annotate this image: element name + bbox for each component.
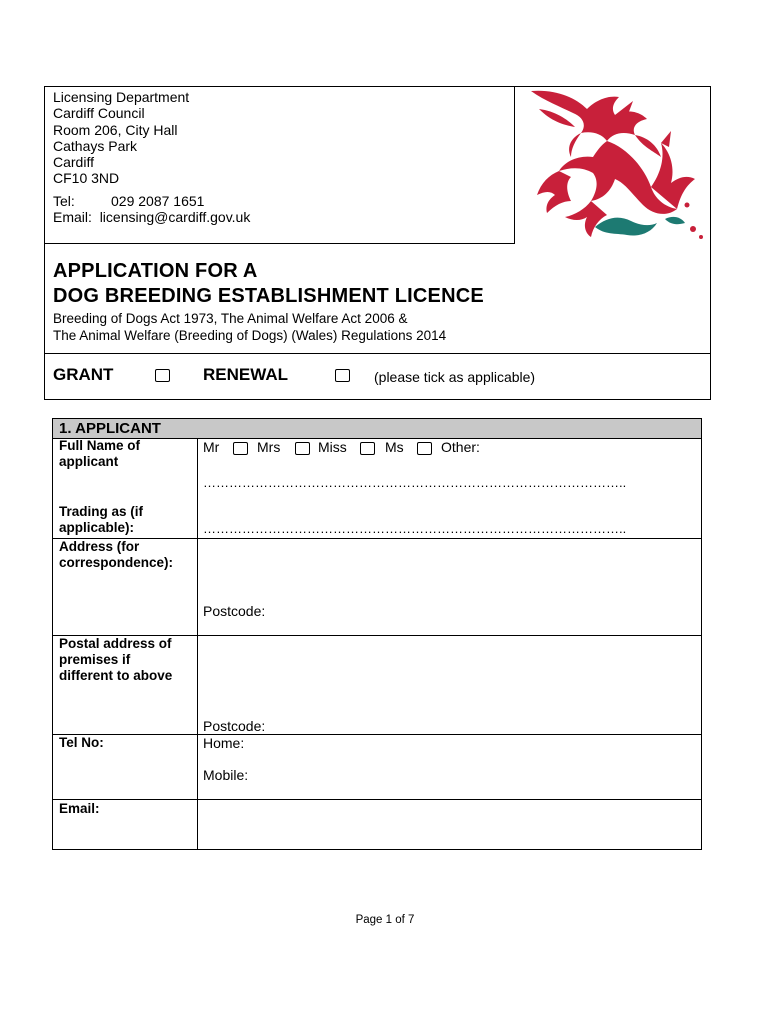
full-name-label bbox=[59, 438, 140, 470]
grant-label: GRANT bbox=[53, 365, 114, 384]
title-line-1: APPLICATION FOR A bbox=[53, 260, 258, 282]
header-box bbox=[44, 86, 711, 354]
address-lines bbox=[53, 89, 189, 187]
label-line: Full Name of bbox=[59, 438, 141, 453]
row-divider bbox=[53, 734, 701, 735]
application-type-row bbox=[44, 354, 711, 400]
acts-text bbox=[53, 311, 446, 344]
full-name-input[interactable]: …………………………………………………………………………………….. bbox=[203, 475, 627, 490]
title-section bbox=[45, 244, 710, 354]
label-line: premises if bbox=[59, 652, 131, 667]
label-line: applicable): bbox=[59, 520, 135, 535]
column-divider bbox=[197, 438, 198, 849]
email-value[interactable]: licensing@cardiff.gov.uk bbox=[99, 209, 251, 226]
address-label bbox=[59, 539, 173, 571]
title-mr-label: Mr bbox=[203, 439, 220, 455]
contact-info bbox=[53, 193, 250, 226]
title-miss-label: Miss bbox=[318, 439, 347, 455]
acts-line-1: Breeding of Dogs Act 1973, The Animal Welfare Act 2006 & bbox=[53, 311, 408, 326]
page-number: Page 1 of 7 bbox=[355, 914, 415, 926]
section-header bbox=[53, 419, 701, 439]
label-line: Trading as (if bbox=[59, 504, 144, 519]
label-line: different to above bbox=[59, 668, 173, 683]
title-line-2: DOG BREEDING ESTABLISHMENT LICENCE bbox=[53, 285, 484, 307]
title-mrs-label: Mrs bbox=[257, 439, 281, 455]
trading-as-label bbox=[59, 504, 143, 536]
home-phone-label[interactable]: Home: bbox=[203, 735, 245, 751]
label-line: Postal address of bbox=[59, 636, 172, 651]
trading-as-input[interactable]: …………………………………………………………………………………….. bbox=[203, 521, 627, 536]
title-ms-checkbox[interactable] bbox=[417, 442, 432, 455]
section-title: 1. APPLICANT bbox=[59, 420, 161, 437]
welsh-dragon-icon bbox=[515, 87, 711, 244]
postal-address-label bbox=[59, 636, 172, 684]
title-other-label: Other: bbox=[441, 439, 480, 455]
tel-label: Tel: bbox=[53, 193, 75, 209]
grant-checkbox[interactable] bbox=[155, 369, 170, 382]
mobile-phone-label[interactable]: Mobile: bbox=[203, 767, 249, 783]
tel-no-label: Tel No: bbox=[59, 735, 104, 750]
tel-value: 029 2087 1651 bbox=[111, 193, 205, 209]
email-label: Email: bbox=[59, 801, 100, 816]
address-line: CF10 3ND bbox=[53, 170, 120, 187]
title-miss-checkbox[interactable] bbox=[360, 442, 375, 455]
form-title bbox=[53, 259, 484, 309]
email-label: Email: bbox=[53, 209, 92, 226]
applicant-table bbox=[52, 418, 702, 850]
renewal-checkbox[interactable] bbox=[335, 369, 350, 382]
title-mrs-checkbox[interactable] bbox=[295, 442, 310, 455]
label-line: Address (for bbox=[59, 539, 140, 554]
label-line: applicant bbox=[59, 454, 119, 469]
address-line: Cardiff bbox=[53, 154, 94, 171]
title-mr-checkbox[interactable] bbox=[233, 442, 248, 455]
address-postcode-label[interactable]: Postcode: bbox=[203, 603, 266, 619]
acts-line-2: The Animal Welfare (Breeding of Dogs) (Wales) Regulations 2014 bbox=[53, 327, 447, 343]
address-line: Cathays Park bbox=[53, 137, 138, 154]
postal-postcode-label[interactable]: Postcode: bbox=[203, 718, 266, 734]
label-line: correspondence): bbox=[59, 555, 174, 570]
address-line: Cardiff Council bbox=[53, 105, 145, 122]
title-ms-label: Ms bbox=[385, 439, 404, 455]
address-line: Licensing Department bbox=[53, 89, 190, 105]
renewal-label: RENEWAL bbox=[203, 365, 288, 384]
address-line: Room 206, City Hall bbox=[53, 121, 178, 138]
address-block bbox=[45, 87, 515, 244]
email-input[interactable] bbox=[198, 800, 701, 849]
tick-note: (please tick as applicable) bbox=[374, 369, 536, 385]
